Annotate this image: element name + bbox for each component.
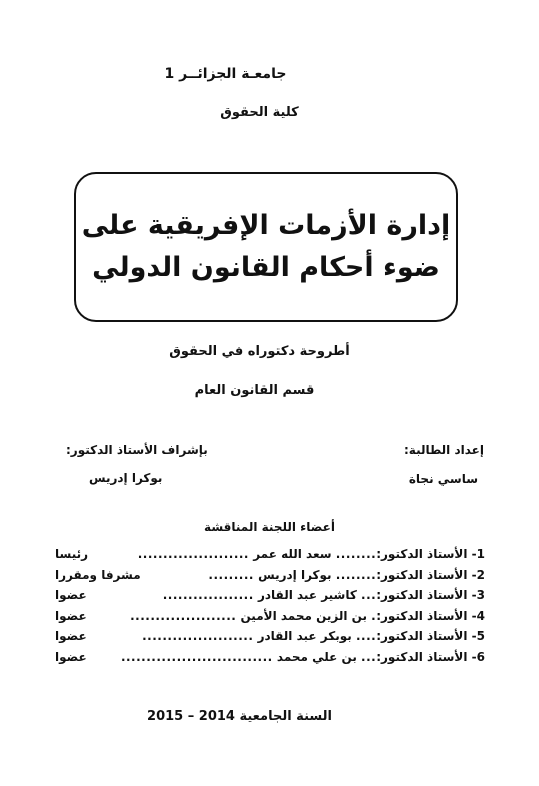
member-main (138, 547, 485, 561)
member-number: 2- (471, 567, 485, 582)
committee-member (55, 544, 485, 565)
thesis-type-text: أطروحة دكتوراه في الحقوق (169, 344, 350, 359)
academic-year (0, 709, 539, 724)
student-label: إعداد الطالبة: (404, 443, 484, 457)
member-prefix: الأستاذ الدكتور: (376, 608, 468, 623)
supervisor-name: بوكرا إدريس (89, 471, 163, 485)
member-name: بوبكر عبد القادر (257, 629, 352, 644)
member-name: كاشير عبد القادر (257, 588, 357, 603)
committee-members-list (55, 544, 485, 667)
committee-member (55, 565, 485, 586)
university-name-text: جامعـة الجزائــر 1 (164, 66, 287, 82)
member-name-dots: ...................... (137, 547, 249, 562)
committee-member (55, 626, 485, 647)
member-number: 5- (471, 629, 485, 644)
academic-year-text: السنة الجامعية 2014 – 2015 (147, 709, 332, 724)
member-main (208, 568, 485, 582)
member-name-dots: ......... (208, 567, 254, 582)
member-prefix-dots: ... (361, 649, 377, 664)
member-prefix-dots: .... (355, 629, 377, 644)
member-prefix: الأستاذ الدكتور: (376, 629, 468, 644)
member-name: بن الزين محمد الأمين (240, 608, 367, 623)
member-number: 3- (471, 588, 485, 603)
member-number: 4- (471, 608, 485, 623)
student-name: ساسي نجاة (408, 472, 478, 486)
department-name (0, 383, 539, 398)
faculty-name-text: كلية الحقوق (220, 105, 299, 120)
member-number: 6- (471, 649, 485, 664)
member-prefix-dots: ........ (335, 547, 377, 562)
faculty-name (0, 105, 539, 120)
member-prefix: الأستاذ الدكتور: (376, 649, 468, 664)
committee-title-text: أعضاء اللجنة المناقشة (204, 520, 335, 534)
member-prefix: الأستاذ الدكتور: (376, 547, 468, 562)
university-name (0, 66, 539, 82)
committee-title (0, 520, 539, 534)
member-number: 1- (471, 547, 485, 562)
member-name-dots: .............................. (120, 649, 273, 664)
thesis-title-line-1: إدارة الأزمات الإفريقية على (81, 210, 451, 242)
member-name: بوكرا إدريس (258, 567, 332, 582)
thesis-title-box (74, 172, 458, 322)
member-role: مشرفا ومقررا (55, 567, 141, 582)
member-prefix-dots: . (371, 608, 377, 623)
member-role: عضوا (55, 649, 87, 664)
member-name-dots: ..................... (130, 608, 237, 623)
committee-member (55, 606, 485, 627)
member-role: عضوا (55, 629, 87, 644)
member-prefix-dots: ... (361, 588, 377, 603)
thesis-title-line-2: ضوء أحكام القانون الدولي (92, 252, 440, 283)
supervisor-label: بإشراف الأستاذ الدكتور: (66, 443, 208, 457)
member-prefix: الأستاذ الدكتور: (376, 567, 468, 582)
member-name: بن علي محمد (276, 649, 357, 664)
thesis-type (0, 344, 539, 359)
member-main (163, 588, 485, 602)
department-name-text: قسم القانون العام (194, 383, 315, 398)
member-main (130, 609, 485, 623)
member-prefix-dots: ........ (335, 567, 377, 582)
member-name: سعد الله عمر (253, 547, 332, 562)
member-role: عضوا (55, 608, 87, 623)
member-role: عضوا (55, 588, 87, 603)
member-main (121, 650, 485, 664)
committee-member (55, 585, 485, 606)
committee-member (55, 647, 485, 668)
member-name-dots: .................. (162, 588, 254, 603)
member-main (142, 629, 485, 643)
member-role: رئيسا (55, 547, 89, 562)
member-prefix: الأستاذ الدكتور: (376, 588, 468, 603)
member-name-dots: ...................... (142, 629, 254, 644)
